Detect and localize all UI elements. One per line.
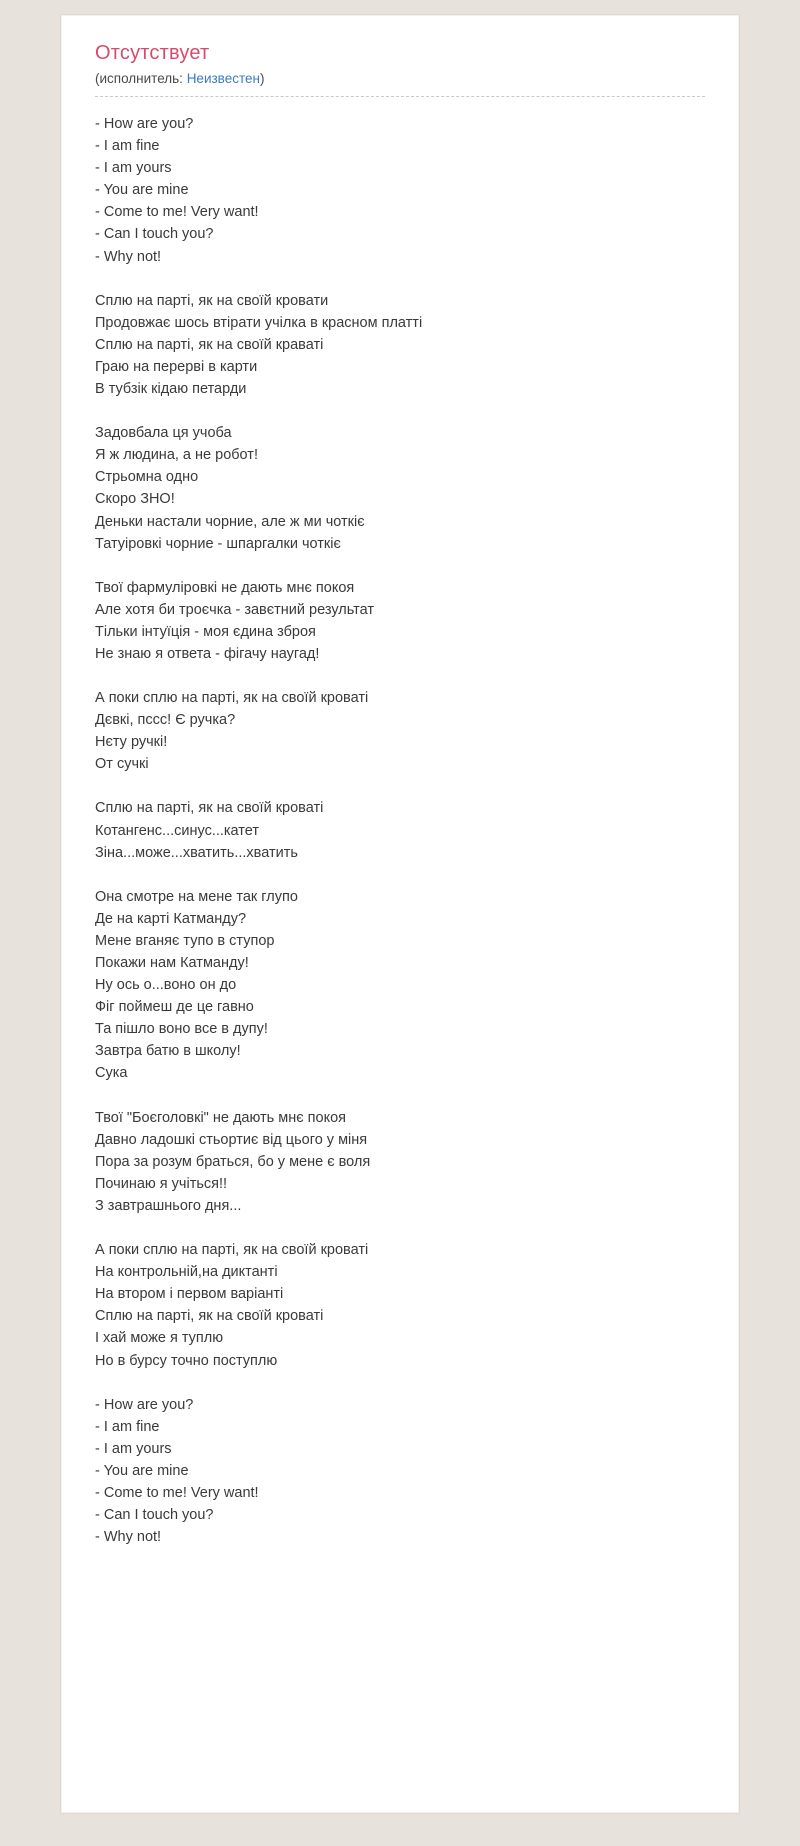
lyric-line: Ну ось о...воно он до <box>95 977 237 994</box>
lyric-blank-line <box>95 775 705 797</box>
lyric-line: - How are you? <box>95 1396 194 1413</box>
lyric-line: - Come to me! Very want! <box>95 1484 259 1501</box>
lyric-line: - How are you? <box>95 116 194 132</box>
lyric-line: Та пішло воно все в дупу! <box>95 1021 268 1038</box>
lyric-line: Котангенс...синус...катет <box>95 822 260 839</box>
artist-link[interactable]: Неизвестен <box>186 71 260 86</box>
lyric-line: Зіна...може...хватить...хватить <box>95 844 298 861</box>
lyric-line: На контрольній,на диктанті <box>95 1264 278 1281</box>
lyric-line: - Why not! <box>95 1529 162 1546</box>
lyric-line: Сука <box>95 1065 128 1082</box>
lyric-line: Завтра батю в школу! <box>95 1043 241 1060</box>
artist-prefix-label: (исполнитель: <box>95 71 187 86</box>
lyric-blank-line <box>95 1217 705 1239</box>
lyric-line: Але хотя би троєчка - завєтний результат <box>95 601 375 618</box>
lyric-line: - Come to me! Very want! <box>95 204 259 221</box>
lyric-line: А поки сплю на парті, як на своїй кроваті <box>95 690 369 707</box>
lyric-line: Сплю на парті, як на своїй краваті <box>95 336 324 353</box>
lyric-line: Давно ладошкі стьортиє від цього у міня <box>95 1131 368 1148</box>
lyric-line: - Can I touch you? <box>95 226 214 243</box>
lyric-line: Мене вганяє тупо в ступор <box>95 932 275 949</box>
lyric-line: Де на карті Катманду? <box>95 910 247 927</box>
lyric-line: Скоро ЗНО! <box>95 491 175 508</box>
lyric-line: - Why not! <box>95 248 162 265</box>
lyric-line: Деньки настали чорние, але ж ми чоткіє <box>95 513 365 530</box>
lyric-line: З завтрашнього дня... <box>95 1197 242 1214</box>
lyric-line: На втором і первом варіанті <box>95 1286 284 1303</box>
lyric-line: Но в бурсу точно поступлю <box>95 1352 278 1369</box>
lyric-line: Покажи нам Катманду! <box>95 955 249 971</box>
lyric-line: Татуіровкі чорние - шпаргалки чоткіє <box>95 535 341 552</box>
lyric-line: Починаю я учіться!! <box>95 1175 228 1192</box>
lyric-line: От сучкі <box>95 756 149 773</box>
lyric-line: В тубзік кідаю петарди <box>95 381 247 398</box>
lyric-blank-line <box>95 1085 705 1107</box>
lyric-blank-line <box>95 268 705 290</box>
lyric-line: - I am yours <box>95 160 172 177</box>
lyric-line: Сплю на парті, як на своїй кроваті <box>95 1308 324 1325</box>
lyric-line: Фіг поймеш де це гавно <box>95 999 254 1016</box>
lyric-line: Нєту ручкі! <box>95 734 168 751</box>
artist-line <box>95 71 705 97</box>
lyrics-body <box>95 113 705 1548</box>
lyric-line: - Can I touch you? <box>95 1507 214 1524</box>
lyric-line: Сплю на парті, як на своїй кровати <box>95 292 329 309</box>
page-title: Отсутствует <box>95 42 210 64</box>
lyric-line: Пора за розум браться, бо у мене є воля <box>95 1153 371 1170</box>
lyric-line: Сплю на парті, як на своїй кроваті <box>95 800 324 817</box>
lyric-line: Задовбала ця учоба <box>95 425 232 442</box>
lyric-line: Тільки інтуїція - моя єдина зброя <box>95 623 316 640</box>
lyric-line: Я ж людина, а не робот! <box>95 447 258 464</box>
lyric-blank-line <box>95 665 705 687</box>
lyric-line: - You are mine <box>95 1462 189 1479</box>
lyric-line: Она смотре на мене так глупо <box>95 888 298 905</box>
lyric-line: Стрьомна одно <box>95 469 199 486</box>
lyric-line: Не знаю я ответа - фігачу наугад! <box>95 645 320 662</box>
artist-suffix-label: ) <box>259 71 265 86</box>
lyric-line: - I am yours <box>95 1440 172 1457</box>
lyric-line: Продовжає шось втірати учілка в красном платті <box>95 314 423 331</box>
lyric-line: Твої "Боєголовкі" не дають мнє покоя <box>95 1109 347 1126</box>
page-frame <box>60 0 740 1814</box>
lyric-blank-line <box>95 1372 705 1394</box>
lyric-blank-line <box>95 555 705 577</box>
lyric-line: - You are mine <box>95 182 189 199</box>
lyric-line: Дєвкі, пссс! Є ручка? <box>95 712 236 729</box>
lyric-line: - I am fine <box>95 138 160 155</box>
lyric-line: - I am fine <box>95 1418 160 1435</box>
lyric-line: А поки сплю на парті, як на своїй кроваті <box>95 1242 369 1259</box>
lyric-blank-line <box>95 864 705 886</box>
lyric-line: Граю на перерві в карти <box>95 358 258 375</box>
lyric-line: І хай може я туплю <box>95 1330 224 1347</box>
lyric-blank-line <box>95 400 705 422</box>
lyrics-sheet <box>60 14 740 1814</box>
lyric-line: Твої фармуліровкі не дають мнє покоя <box>95 579 355 596</box>
